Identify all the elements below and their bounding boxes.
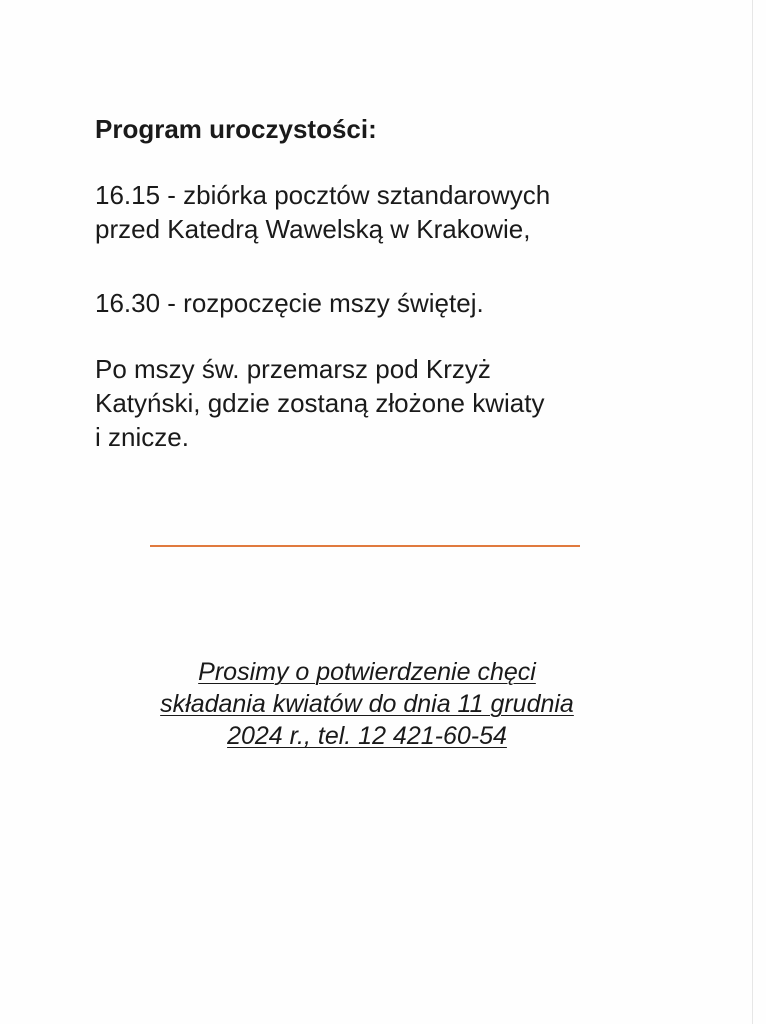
program-item-march-line-3: i znicze.	[95, 422, 189, 452]
rsvp-notice	[0, 656, 734, 752]
program-item-assembly-line-1: 16.15 - zbiórka pocztów sztandarowych	[95, 180, 551, 210]
program-item-assembly-line-2: przed Katedrą Wawelską w Krakowie,	[95, 214, 531, 244]
program-item-assembly	[95, 178, 550, 246]
page-fold-line	[752, 0, 753, 1024]
rsvp-notice-line-2: składania kwiatów do dnia 11 grudnia	[160, 690, 574, 718]
rsvp-notice-line-1: Prosimy o potwierdzenie chęci	[198, 658, 536, 686]
program-item-mass-line-1: 16.30 - rozpoczęcie mszy świętej.	[95, 288, 484, 318]
program-item-march-line-1: Po mszy św. przemarsz pod Krzyż	[95, 354, 491, 384]
program-heading: Program uroczystości:	[95, 114, 377, 144]
orange-divider-line	[150, 545, 580, 547]
rsvp-notice-line-3: 2024 r., tel. 12 421-60-54	[227, 722, 507, 750]
program-item-march	[95, 352, 544, 454]
program-item-mass	[95, 286, 484, 320]
program-item-march-line-2: Katyński, gdzie zostaną złożone kwiaty	[95, 388, 545, 418]
